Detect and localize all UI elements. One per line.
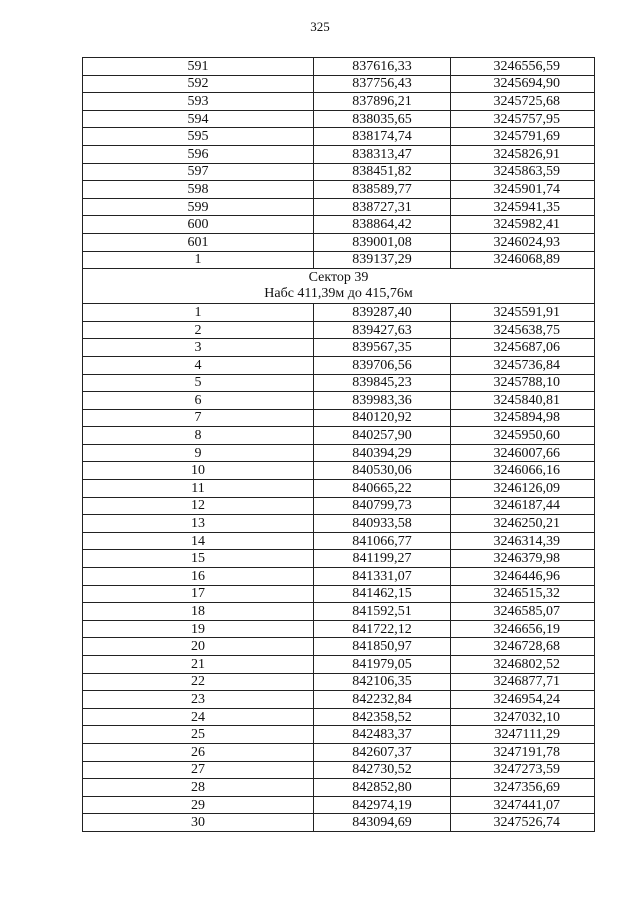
table-row bbox=[83, 726, 595, 744]
y-coordinate-cell: 3246379,98 bbox=[451, 550, 595, 568]
point-number-cell: 25 bbox=[83, 726, 314, 744]
point-number-cell: 27 bbox=[83, 761, 314, 779]
x-coordinate-cell: 842232,84 bbox=[314, 691, 451, 709]
point-number-cell: 29 bbox=[83, 796, 314, 814]
x-coordinate-cell: 838727,31 bbox=[314, 198, 451, 216]
x-coordinate-cell: 842358,52 bbox=[314, 708, 451, 726]
x-coordinate-cell: 842974,19 bbox=[314, 796, 451, 814]
x-coordinate-cell: 839287,40 bbox=[314, 304, 451, 322]
x-coordinate-cell: 841199,27 bbox=[314, 550, 451, 568]
point-number-cell: 597 bbox=[83, 163, 314, 181]
point-number-cell: 23 bbox=[83, 691, 314, 709]
y-coordinate-cell: 3245757,95 bbox=[451, 110, 595, 128]
y-coordinate-cell: 3245941,35 bbox=[451, 198, 595, 216]
y-coordinate-cell: 3246250,21 bbox=[451, 515, 595, 533]
x-coordinate-cell: 839706,56 bbox=[314, 356, 451, 374]
point-number-cell: 10 bbox=[83, 462, 314, 480]
y-coordinate-cell: 3246877,71 bbox=[451, 673, 595, 691]
table-row bbox=[83, 339, 595, 357]
point-number-cell: 30 bbox=[83, 814, 314, 832]
point-number-cell: 595 bbox=[83, 128, 314, 146]
point-number-cell: 593 bbox=[83, 93, 314, 111]
table-row bbox=[83, 585, 595, 603]
y-coordinate-cell: 3246126,09 bbox=[451, 480, 595, 498]
x-coordinate-cell: 841592,51 bbox=[314, 603, 451, 621]
x-coordinate-cell: 838589,77 bbox=[314, 181, 451, 199]
point-number-cell: 22 bbox=[83, 673, 314, 691]
table-row bbox=[83, 532, 595, 550]
table-row bbox=[83, 392, 595, 410]
y-coordinate-cell: 3245591,91 bbox=[451, 304, 595, 322]
x-coordinate-cell: 838313,47 bbox=[314, 145, 451, 163]
table-row bbox=[83, 93, 595, 111]
y-coordinate-cell: 3245840,81 bbox=[451, 392, 595, 410]
point-number-cell: 12 bbox=[83, 497, 314, 515]
x-coordinate-cell: 841066,77 bbox=[314, 532, 451, 550]
point-number-cell: 1 bbox=[83, 304, 314, 322]
table-row bbox=[83, 743, 595, 761]
y-coordinate-cell: 3245791,69 bbox=[451, 128, 595, 146]
table-row bbox=[83, 761, 595, 779]
x-coordinate-cell: 838035,65 bbox=[314, 110, 451, 128]
sector-header-group bbox=[83, 269, 595, 304]
point-number-cell: 1 bbox=[83, 251, 314, 269]
y-coordinate-cell: 3245894,98 bbox=[451, 409, 595, 427]
point-number-cell: 11 bbox=[83, 480, 314, 498]
table-row bbox=[83, 251, 595, 269]
x-coordinate-cell: 841979,05 bbox=[314, 656, 451, 674]
x-coordinate-cell: 842852,80 bbox=[314, 779, 451, 797]
sector-header-row bbox=[83, 269, 595, 304]
x-coordinate-cell: 840665,22 bbox=[314, 480, 451, 498]
y-coordinate-cell: 3246954,24 bbox=[451, 691, 595, 709]
y-coordinate-cell: 3247273,59 bbox=[451, 761, 595, 779]
y-coordinate-cell: 3246515,32 bbox=[451, 585, 595, 603]
point-number-cell: 4 bbox=[83, 356, 314, 374]
y-coordinate-cell: 3246802,52 bbox=[451, 656, 595, 674]
sector-subtitle: Набс 411,39м до 415,76м bbox=[264, 286, 413, 302]
point-number-cell: 591 bbox=[83, 58, 314, 76]
y-coordinate-cell: 3245694,90 bbox=[451, 75, 595, 93]
table-row bbox=[83, 75, 595, 93]
table-row bbox=[83, 356, 595, 374]
point-number-cell: 3 bbox=[83, 339, 314, 357]
point-number-cell: 592 bbox=[83, 75, 314, 93]
x-coordinate-cell: 841850,97 bbox=[314, 638, 451, 656]
table-row bbox=[83, 779, 595, 797]
table-row bbox=[83, 480, 595, 498]
table-row bbox=[83, 550, 595, 568]
table-row bbox=[83, 163, 595, 181]
table-row bbox=[83, 427, 595, 445]
point-number-cell: 18 bbox=[83, 603, 314, 621]
point-number-cell: 17 bbox=[83, 585, 314, 603]
point-number-cell: 7 bbox=[83, 409, 314, 427]
table-row bbox=[83, 181, 595, 199]
point-number-cell: 2 bbox=[83, 321, 314, 339]
table-row bbox=[83, 462, 595, 480]
table-row bbox=[83, 708, 595, 726]
table-row bbox=[83, 814, 595, 832]
point-number-cell: 24 bbox=[83, 708, 314, 726]
x-coordinate-cell: 842483,37 bbox=[314, 726, 451, 744]
table-row bbox=[83, 128, 595, 146]
y-coordinate-cell: 3245638,75 bbox=[451, 321, 595, 339]
point-number-cell: 13 bbox=[83, 515, 314, 533]
page-number: 325 bbox=[310, 19, 330, 34]
table-row bbox=[83, 145, 595, 163]
x-coordinate-cell: 839427,63 bbox=[314, 321, 451, 339]
y-coordinate-cell: 3245788,10 bbox=[451, 374, 595, 392]
y-coordinate-cell: 3245687,06 bbox=[451, 339, 595, 357]
sector-title: Сектор 39 bbox=[308, 270, 369, 286]
table-row bbox=[83, 691, 595, 709]
y-coordinate-cell: 3245950,60 bbox=[451, 427, 595, 445]
x-coordinate-cell: 841722,12 bbox=[314, 620, 451, 638]
table-row bbox=[83, 638, 595, 656]
x-coordinate-cell: 839001,08 bbox=[314, 233, 451, 251]
x-coordinate-cell: 837756,43 bbox=[314, 75, 451, 93]
point-number-cell: 8 bbox=[83, 427, 314, 445]
y-coordinate-cell: 3246656,19 bbox=[451, 620, 595, 638]
x-coordinate-cell: 837616,33 bbox=[314, 58, 451, 76]
y-coordinate-cell: 3247356,69 bbox=[451, 779, 595, 797]
point-number-cell: 5 bbox=[83, 374, 314, 392]
y-coordinate-cell: 3246066,16 bbox=[451, 462, 595, 480]
table-row bbox=[83, 216, 595, 234]
x-coordinate-cell: 841462,15 bbox=[314, 585, 451, 603]
x-coordinate-cell: 838451,82 bbox=[314, 163, 451, 181]
table-row bbox=[83, 304, 595, 322]
table-row bbox=[83, 409, 595, 427]
point-number-cell: 28 bbox=[83, 779, 314, 797]
x-coordinate-cell: 840257,90 bbox=[314, 427, 451, 445]
table-row bbox=[83, 673, 595, 691]
table-row bbox=[83, 620, 595, 638]
y-coordinate-cell: 3245736,84 bbox=[451, 356, 595, 374]
x-coordinate-cell: 839845,23 bbox=[314, 374, 451, 392]
x-coordinate-cell: 840933,58 bbox=[314, 515, 451, 533]
x-coordinate-cell: 839983,36 bbox=[314, 392, 451, 410]
y-coordinate-cell: 3247032,10 bbox=[451, 708, 595, 726]
y-coordinate-cell: 3245826,91 bbox=[451, 145, 595, 163]
y-coordinate-cell: 3246007,66 bbox=[451, 444, 595, 462]
x-coordinate-cell: 838174,74 bbox=[314, 128, 451, 146]
table-row bbox=[83, 497, 595, 515]
y-coordinate-cell: 3246446,96 bbox=[451, 568, 595, 586]
y-coordinate-cell: 3246187,44 bbox=[451, 497, 595, 515]
point-number-cell: 26 bbox=[83, 743, 314, 761]
x-coordinate-cell: 837896,21 bbox=[314, 93, 451, 111]
table-row bbox=[83, 321, 595, 339]
x-coordinate-cell: 840799,73 bbox=[314, 497, 451, 515]
sector-header-cell bbox=[83, 269, 595, 304]
y-coordinate-cell: 3245901,74 bbox=[451, 181, 595, 199]
x-coordinate-cell: 839137,29 bbox=[314, 251, 451, 269]
point-number-cell: 19 bbox=[83, 620, 314, 638]
x-coordinate-cell: 842730,52 bbox=[314, 761, 451, 779]
point-number-cell: 20 bbox=[83, 638, 314, 656]
table-row bbox=[83, 515, 595, 533]
y-coordinate-cell: 3246024,93 bbox=[451, 233, 595, 251]
table-row bbox=[83, 110, 595, 128]
y-coordinate-cell: 3247191,78 bbox=[451, 743, 595, 761]
coordinates-table bbox=[82, 57, 595, 832]
x-coordinate-cell: 842607,37 bbox=[314, 743, 451, 761]
y-coordinate-cell: 3245982,41 bbox=[451, 216, 595, 234]
x-coordinate-cell: 840394,29 bbox=[314, 444, 451, 462]
table-row bbox=[83, 796, 595, 814]
point-number-cell: 599 bbox=[83, 198, 314, 216]
y-coordinate-cell: 3246585,07 bbox=[451, 603, 595, 621]
coordinates-table-body-top bbox=[83, 58, 595, 269]
table-row bbox=[83, 444, 595, 462]
point-number-cell: 596 bbox=[83, 145, 314, 163]
y-coordinate-cell: 3246556,59 bbox=[451, 58, 595, 76]
table-row bbox=[83, 58, 595, 76]
point-number-cell: 601 bbox=[83, 233, 314, 251]
point-number-cell: 16 bbox=[83, 568, 314, 586]
table-row bbox=[83, 198, 595, 216]
x-coordinate-cell: 843094,69 bbox=[314, 814, 451, 832]
x-coordinate-cell: 840120,92 bbox=[314, 409, 451, 427]
coordinates-table-body-bottom bbox=[83, 304, 595, 832]
table-row bbox=[83, 656, 595, 674]
table-row bbox=[83, 603, 595, 621]
x-coordinate-cell: 839567,35 bbox=[314, 339, 451, 357]
point-number-cell: 21 bbox=[83, 656, 314, 674]
table-row bbox=[83, 568, 595, 586]
y-coordinate-cell: 3247441,07 bbox=[451, 796, 595, 814]
y-coordinate-cell: 3246068,89 bbox=[451, 251, 595, 269]
point-number-cell: 600 bbox=[83, 216, 314, 234]
table-row bbox=[83, 374, 595, 392]
y-coordinate-cell: 3247526,74 bbox=[451, 814, 595, 832]
y-coordinate-cell: 3245725,68 bbox=[451, 93, 595, 111]
point-number-cell: 14 bbox=[83, 532, 314, 550]
table-row bbox=[83, 233, 595, 251]
point-number-cell: 15 bbox=[83, 550, 314, 568]
point-number-cell: 6 bbox=[83, 392, 314, 410]
point-number-cell: 594 bbox=[83, 110, 314, 128]
y-coordinate-cell: 3246314,39 bbox=[451, 532, 595, 550]
y-coordinate-cell: 3245863,59 bbox=[451, 163, 595, 181]
x-coordinate-cell: 838864,42 bbox=[314, 216, 451, 234]
x-coordinate-cell: 841331,07 bbox=[314, 568, 451, 586]
x-coordinate-cell: 842106,35 bbox=[314, 673, 451, 691]
x-coordinate-cell: 840530,06 bbox=[314, 462, 451, 480]
y-coordinate-cell: 3247111,29 bbox=[451, 726, 595, 744]
point-number-cell: 9 bbox=[83, 444, 314, 462]
point-number-cell: 598 bbox=[83, 181, 314, 199]
y-coordinate-cell: 3246728,68 bbox=[451, 638, 595, 656]
